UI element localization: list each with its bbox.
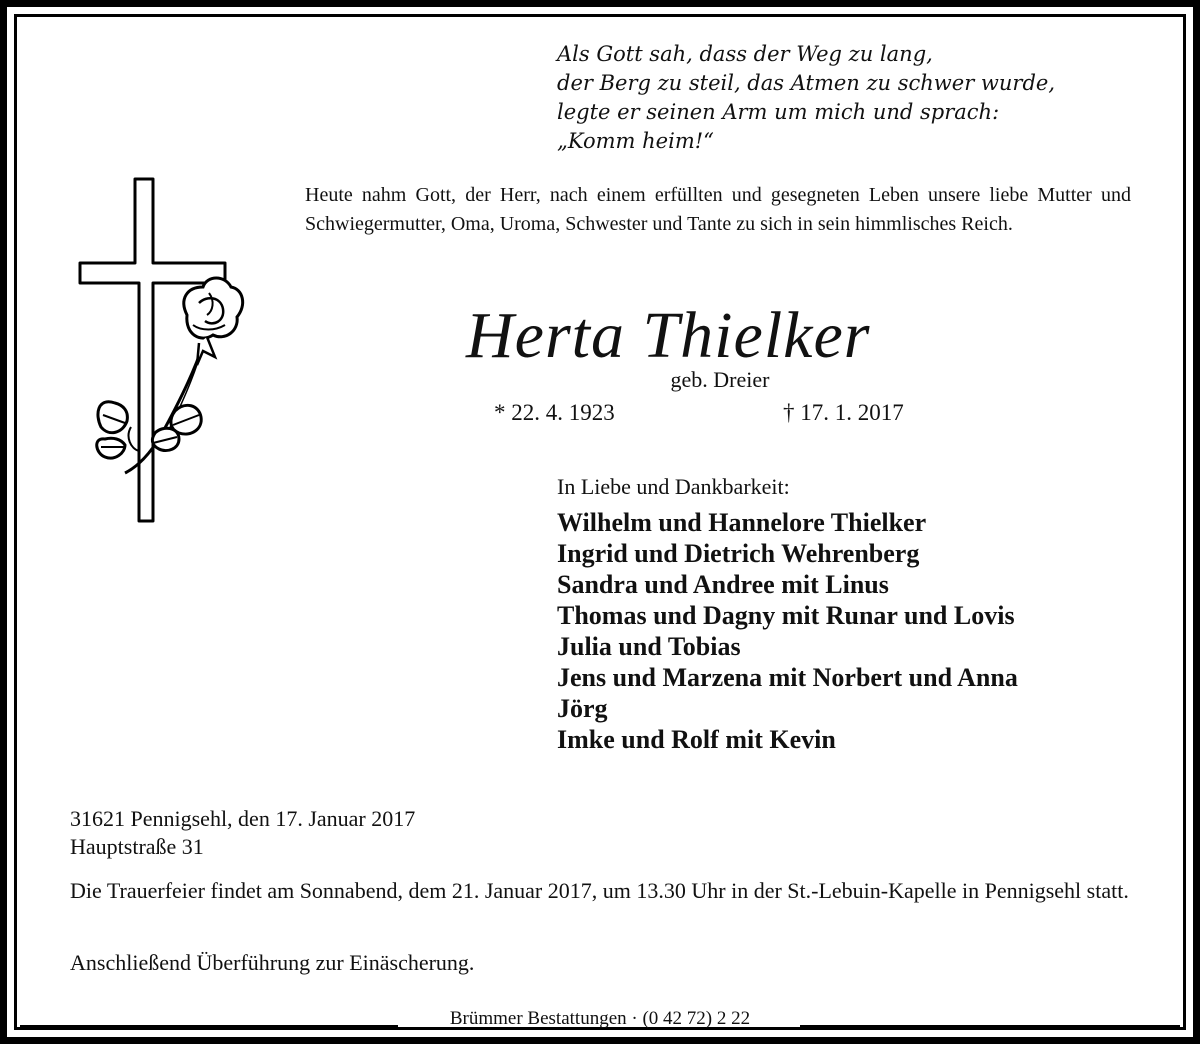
mourners-list (557, 507, 1018, 755)
footer-rule-left (20, 1025, 398, 1029)
address-block (70, 805, 415, 861)
gratitude-line: In Liebe und Dankbarkeit: (557, 474, 790, 499)
mourner-entry: Jens und Marzena mit Norbert und Anna (557, 663, 1018, 692)
funeral-home: Brümmer Bestattungen · (0 42 72) 2 22 (449, 1008, 751, 1029)
poem-line: legte er seinen Arm um mich und sprach: (557, 100, 1000, 124)
death-date: † 17. 1. 2017 (783, 400, 904, 425)
maiden-name: geb. Dreier (670, 367, 770, 392)
ceremony-text: Die Trauerfeier findet am Sonnabend, dem 21. Januar 2017, um 13.30 Uhr in der St.-Lebuin-Kapelle in Pennigsehl statt. (70, 878, 1129, 903)
mourner-entry: Wilhelm und Hannelore Thielker (557, 508, 927, 537)
mourner-entry: Jörg (557, 694, 608, 723)
intro-text: Heute nahm Gott, der Herr, nach einem erfüllten und gesegneten Leben unsere liebe Mutter und Schwiegermutter, Oma, Uroma, Schwester und Tante zu sich in sein himmlisches Reich. (305, 184, 1131, 235)
mourner-entry: Thomas und Dagny mit Runar und Lovis (557, 601, 1015, 630)
place-date: 31621 Pennigsehl, den 17. Januar 2017 (70, 806, 416, 831)
mourner-entry: Ingrid und Dietrich Wehrenberg (557, 539, 920, 568)
footer (20, 1008, 1180, 1034)
mourner-entry: Imke und Rolf mit Kevin (557, 725, 836, 754)
poem-line: der Berg zu steil, das Atmen zu schwer wurde, (557, 71, 1056, 95)
footer-rule-right (800, 1025, 1180, 1029)
poem-line: Als Gott sah, dass der Weg zu lang, (557, 42, 933, 66)
deceased-name: Herta Thielker (466, 299, 871, 372)
mourner-entry: Sandra und Andree mit Linus (557, 570, 889, 599)
birth-date: * 22. 4. 1923 (494, 400, 615, 425)
cremation-text: Anschließend Überführung zur Einäscherung. (70, 950, 475, 975)
cross-with-rose-icon (75, 175, 255, 525)
mourner-entry: Julia und Tobias (557, 632, 741, 661)
poem-line: „Komm heim!“ (557, 129, 714, 153)
street: Hauptstraße 31 (70, 834, 204, 859)
poem (557, 40, 1157, 156)
